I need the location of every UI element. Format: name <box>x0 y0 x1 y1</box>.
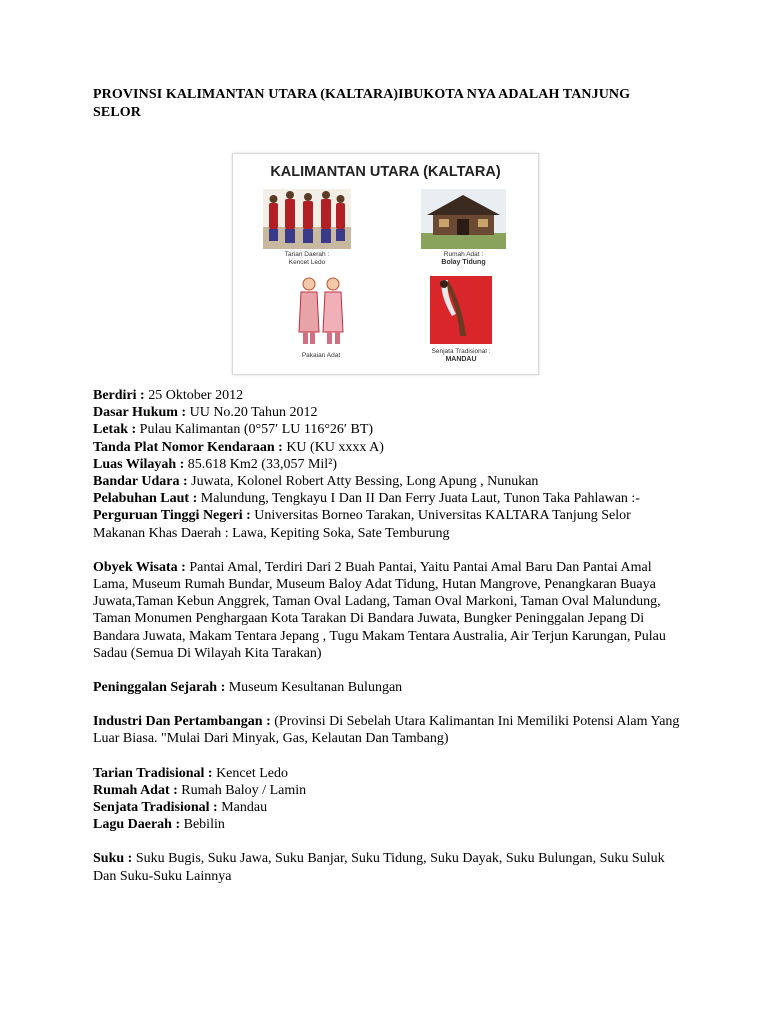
industri-pertambangan: Industri Dan Pertambangan : (Provinsi Di Sebelah Utara Kalimantan Ini Memiliki Potensi Alam Yang Luar Biasa. "Mulai Dari Minyak, Gas, Kelautan Dan Tambang) <box>93 714 680 747</box>
budaya-line: Lagu Daerah : Bebilin <box>93 817 225 833</box>
province-info <box>93 387 683 885</box>
senjata-caption: Senjata Tradisional : MANDAU <box>431 348 491 363</box>
fact-line: Perguruan Tinggi Negeri : Universitas Borneo Tarakan, Universitas KALTARA Tanjung Selor <box>93 508 631 524</box>
fact-line: Berdiri : 25 Oktober 2012 <box>93 388 244 403</box>
tarian-caption: Tarian Daerah : Kencet Ledo <box>284 251 330 266</box>
infographic-title: KALIMANTAN UTARA (KALTARA) <box>270 164 501 180</box>
mandau-image <box>430 276 492 344</box>
peninggalan-sejarah: Peninggalan Sejarah : Museum Kesultanan Bulungan <box>93 680 403 696</box>
fact-line: Makanan Khas Daerah : Lawa, Kepiting Soka, Sate Temburung <box>93 525 450 541</box>
rumah-adat-image <box>421 189 506 249</box>
kaltara-infographic <box>232 153 539 375</box>
fact-line: Luas Wilayah : 85.618 Km2 (33,057 Mil²) <box>93 456 338 472</box>
fact-line: Tanda Plat Nomor Kendaraan : KU (KU xxxx A) <box>93 439 384 455</box>
budaya-block <box>93 765 683 834</box>
fact-line: Dasar Hukum : UU No.20 Tahun 2012 <box>93 405 318 421</box>
fact-line: Bandar Udara : Juwata, Kolonel Robert Atty Bessing, Long Apung , Nunukan <box>93 474 539 490</box>
rumah-adat-caption: Rumah Adat : Bolay Tidung <box>441 251 486 266</box>
budaya-line: Senjata Tradisional : Mandau <box>93 800 268 816</box>
page-title: PROVINSI KALIMANTAN UTARA (KALTARA)IBUKOTA NYA ADALAH TANJUNG SELOR <box>93 87 631 120</box>
pakaian-adat-image <box>291 272 351 347</box>
obyek-wisata: Obyek Wisata : Pantai Amal, Terdiri Dari 2 Buah Pantai, Yaitu Pantai Amal Baru Dan Pantai Amal Lama, Museum Rumah Bundar, Museum Baloy Adat Tidung, Hutan Mangrove, Penangkaran Buaya Juwata,Taman Kebun Anggrek, Taman Oval Ladang, Taman Oval Markoni, Taman Oval Malundung, Taman Monumen Penghargaan Kota Tarakan Di Bandara Juwata, Bungker Peninggalan Jepang Di Bandara Juwata, Makam Tentara Jepang , Tugu Makam Tentara Australia, Air Terjun Karungan, Pulau Sadau (Semua Di Wilayah Kita Tarakan) <box>93 559 666 661</box>
fact-line: Pelabuhan Laut : Malundung, Tengkayu I Dan II Dan Ferry Juata Laut, Tunon Taka Pahlawan :- <box>93 491 640 507</box>
tarian-dancers-image <box>263 189 351 249</box>
fact-line: Letak : Pulau Kalimantan (0°57′ LU 116°26′ BT) <box>93 422 374 438</box>
document-body <box>93 86 678 122</box>
budaya-line: Rumah Adat : Rumah Baloy / Lamin <box>93 782 307 798</box>
facts-block <box>93 387 683 542</box>
budaya-line: Tarian Tradisional : Kencet Ledo <box>93 765 288 781</box>
suku: Suku : Suku Bugis, Suku Jawa, Suku Banjar, Suku Tidung, Suku Dayak, Suku Bulungan, Suku Suluk Dan Suku-Suku Lainnya <box>93 851 665 884</box>
pakaian-caption: Pakaian Adat <box>301 352 341 359</box>
